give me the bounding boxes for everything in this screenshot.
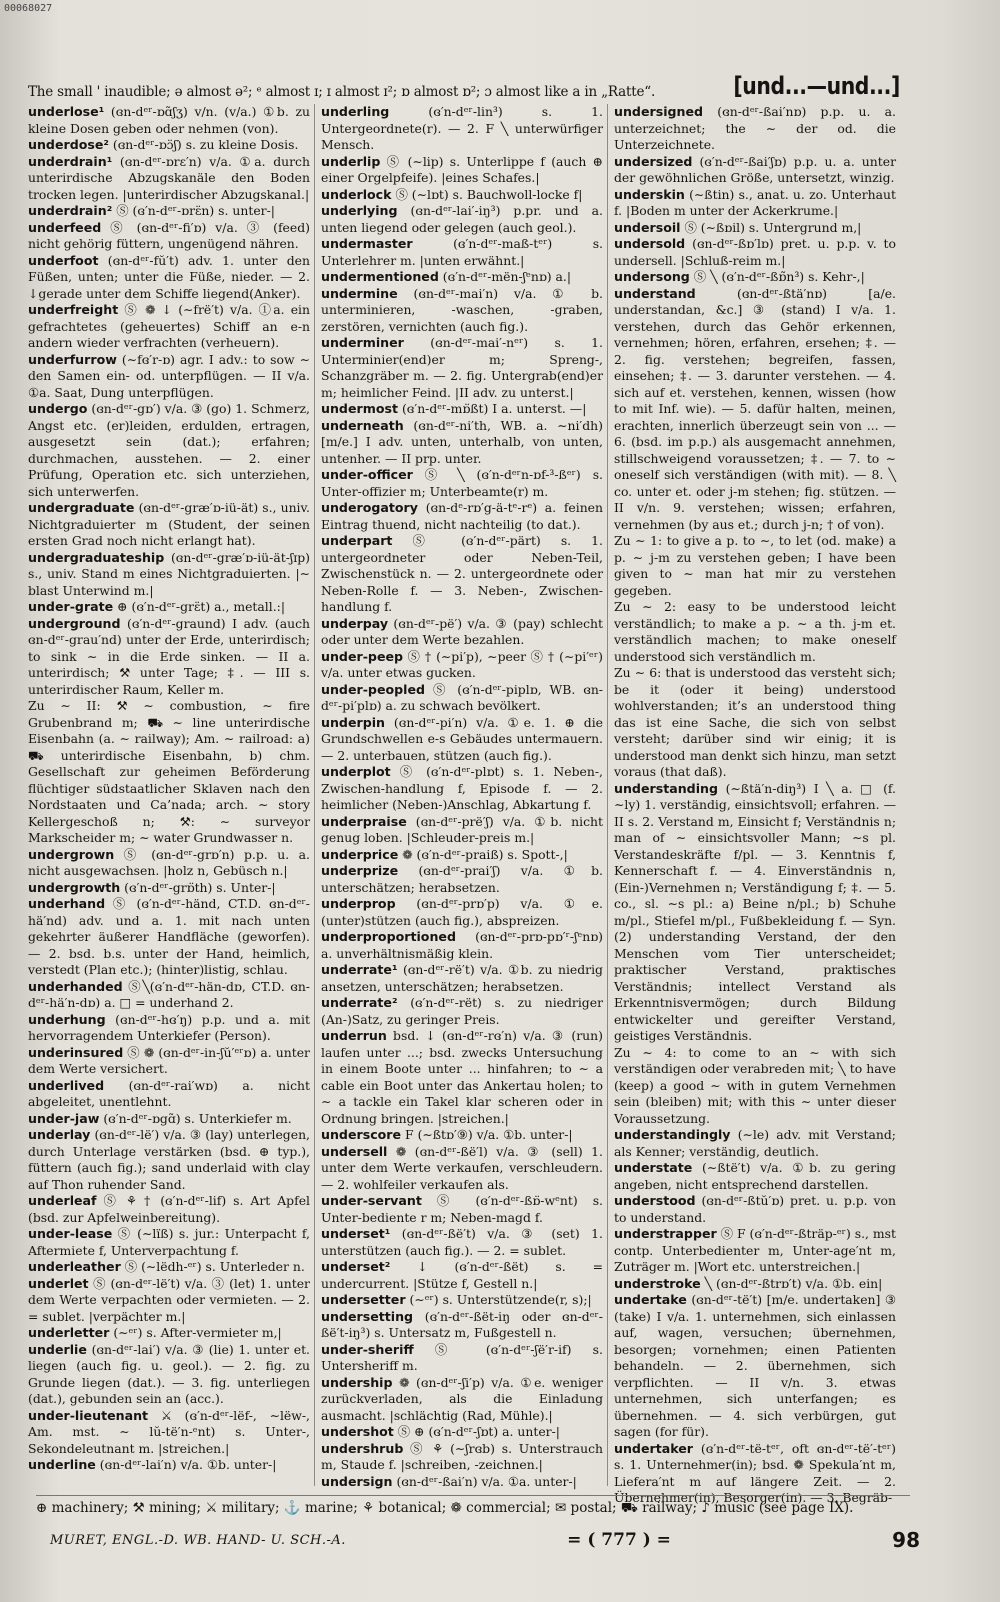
dictionary-entry: [28, 352, 310, 402]
entry-definition: (ɞ′n-dᵉʳ-graund) I adv. (auch ɞn-dᵉʳ-grau′nd) unter der Erde, unterirdisch; to sink ∼ in die Erde sinken. — II a. unterirdisch; ⚒ unter Tage; ‡. — III s. unterirdischer Raum, Keller m.: [28, 615, 310, 697]
dictionary-entry: [321, 533, 603, 616]
entry-definition: (ɞ′n-dᵉʳ-ɒgɑ̃) s. Unterkiefer m.: [103, 1110, 292, 1126]
entry-definition: Ⓢ (ɞ′n-dᵉʳ-händ, CT.D. ɞn-dᵉʳ-hä′nd) adv. und a. 1. mit nach unten gekehrter äußerer Handfläche (geworfen). — 2. bsd. b.s. unter der Hand, heimlich, verstedt (Plan etc.); (hinter)listig, schlau.: [28, 896, 310, 977]
entry-definition: Ⓢ (ɞ′n-dᵉʳ-plɒt) s. 1. Neben-, Zwischen-handlung f, Episode f. — 2. heimlicher (Neben-)Anschlag, Abkartung f.: [321, 764, 603, 812]
entry-definition: Ⓢ (∼lëdh-ᵉʳ) s. Unterleder n.: [124, 1259, 305, 1274]
dictionary-entry: [28, 847, 310, 880]
entry-definition: ╲ (ɞn-dᵉʳ-ßtrɒ′t) v/a. ①b. ein|: [704, 1275, 883, 1291]
entry-definition: Ⓢ (∼ßɒil) s. Untergrund m,|: [684, 219, 862, 235]
entry-headword: undership: [321, 1374, 393, 1390]
entry-definition: (ɞn-dᵉʳ-lai′-iŋ³) p.pr. und a. unten liegend oder gelegen (auch geol.).: [321, 203, 603, 235]
entry-definition: (ɞn-dᵉʳ-ßtŭ′ɒ) pret. u. p.p. von to understand.: [614, 1193, 896, 1225]
entry-headword: under-grate: [28, 599, 114, 614]
entry-headword: underlock: [321, 186, 392, 202]
dictionary-entry: [321, 682, 603, 715]
entry-headword: underpay: [321, 615, 389, 631]
entry-headword: undergrowth: [28, 879, 121, 895]
entry-definition: Ⓢ (∼lɒt) s. Bauchwoll-locke f|: [395, 186, 583, 202]
entry-headword: undertake: [614, 1292, 687, 1307]
dictionary-entry: [321, 814, 603, 847]
dictionary-entry: [28, 1342, 310, 1408]
entry-definition: (ɞn-dᵉʳ-pë′) v/a. ③ (pay) schlecht oder unter dem Werte bezahlen.: [321, 615, 603, 647]
dictionary-entry: [28, 154, 310, 204]
entry-headword: understood: [614, 1193, 696, 1208]
entry-definition: bsd. ↓ (ɞn-dᵉʳ-rɞ′n) v/a. ③ (run) laufen unter ...; bsd. zwecks Untersuchung in einem Boote unter ... hinfahren; to ∼ a cable ein Boot unter das Ankertau holen; to ∼ a tackle ein Takel klar scheren oder in Ordnung bringen. |streichen.|: [321, 1028, 603, 1126]
dictionary-entry: [321, 847, 603, 864]
entry-definition: Ⓢ † (∼pi′p), ∼peer Ⓢ † (∼pi′ᵉʳ) v/a. unter etwas gucken.: [321, 648, 603, 680]
entry-definition: (∼ßtin) s., anat. u. zo. Unterhaut f. |Boden m unter der Ackerkrume.|: [614, 186, 896, 218]
dictionary-entry: [28, 500, 310, 550]
dictionary-entry: [321, 1028, 603, 1127]
entry-headword: underproportioned: [321, 929, 456, 944]
dictionary-entry: [28, 137, 310, 154]
dictionary-entry: [321, 467, 603, 500]
entry-headword: underling: [321, 104, 390, 119]
entry-definition: (ɞ′n-dᵉʳ-mɒ̈ßt) I a. unterst. —|: [401, 401, 587, 416]
entry-headword: under-lease: [28, 1226, 113, 1241]
entry-definition: Ⓢ ╲ (ɞ′n-dᵉʳn-ɒf-³-ßᵉʳ) s. Unter-offizier m; Unterbeamte(r) m.: [321, 467, 603, 499]
entry-definition: (ɞn-dᵉʳ-fŭ′t) adv. 1. unter den Füßen, unten; unter die Füße, nieder. — 2. ↓gerade unter dem Schiffe liegend(Anker).: [28, 252, 310, 301]
dictionary-entry: [28, 1259, 310, 1276]
dictionary-entry: [28, 1078, 310, 1111]
entry-definition: (ɞn-dᵉʳ-ɒɑ̃ʃʒ) v/n. (v/a.) ①b. zu kleine Dosen geben oder nehmen (von).: [28, 104, 310, 136]
entry-headword: underprice: [321, 846, 399, 862]
column-right: [614, 104, 900, 1505]
entry-headword: undersigned: [614, 104, 704, 119]
dictionary-entry: [614, 269, 896, 286]
entry-definition: (ɞ′n-dᵉʳ-ßët-iŋ oder ɞn-dᵉʳ-ßë′t-iŋ³) s. Untersatz m, Fußgestell n.: [321, 1308, 603, 1340]
dictionary-entry: [28, 1457, 310, 1474]
entry-headword: understandingly: [614, 1127, 731, 1142]
dictionary-entry: [614, 220, 896, 237]
entry-definition: Ⓢ ❁ ↓ (∼frë′t) v/a. ①a. ein gefrachtetes (geheuertes) Schiff an e-n andern wieder verfrachten (verheuern).: [28, 302, 310, 350]
entry-definition: Zu ∼ 1: to give a p. to ∼, to let (od. make) a p. ∼ j-m zu verstehen geben; I have been given to ∼ man hat mir zu verstehen gegeben.: [614, 533, 896, 598]
dictionary-entry: [614, 154, 896, 187]
entry-headword: underpraise: [321, 813, 407, 829]
dictionary-entry: [28, 896, 310, 979]
entry-definition: Ⓢ ╲ (ɞ′n-dᵉʳ-ßɒ̃n³) s. Kehr-,|: [693, 269, 865, 284]
dictionary-entry: [614, 1160, 896, 1193]
entry-definition: Ⓢ (ɞ′n-dᵉʳ-ʃë′r-if) s. Untersheriff m.: [321, 1341, 603, 1373]
entry-headword: underprop: [321, 896, 396, 911]
dictionary-entry: [321, 203, 603, 236]
entry-definition: (ɞn-dᵉʳ-ßai′n) v/a. ①a. unter-|: [396, 1473, 577, 1489]
entry-headword: underline: [28, 1457, 96, 1472]
dictionary-entry: [321, 896, 603, 929]
dictionary-entry: [28, 253, 310, 303]
dictionary-entry: [28, 104, 310, 137]
entry-definition: (ɞn-dᵉʳ-pi′n) v/a. ①e. 1. ⊕ die Grundschwellen e-s Gebäudes untermauern. — 2. unterbauen, stützen (auch fig.).: [321, 714, 603, 763]
entry-definition: Ⓢ (ɞ′n-dᵉʳ-piplɒ, WB. ɞn-dᵉʳ-pi′plɒ) a. zu schwach bevölkert.: [321, 681, 603, 713]
entry-definition: (ɞn-dᵉʳ-rë′t) v/a. ①b. zu niedrig ansetzen, unterschätzen; herabsetzen.: [321, 962, 603, 994]
entry-headword: undermine: [321, 285, 398, 301]
dictionary-entry: [614, 1276, 896, 1293]
entry-headword: underlose¹: [28, 104, 105, 119]
entry-definition: ⊕ (ɞ′n-dᵉʳ-grɛ̈t) a., metall.:|: [117, 599, 286, 614]
dictionary-entry: [614, 286, 896, 534]
dictionary-entry: [321, 269, 603, 286]
entry-headword: underground: [28, 615, 121, 631]
dictionary-entry: [321, 1424, 603, 1441]
entry-definition: (ɞn-dᵉʳ-ßai′nɒ) p.p. u. a. unterzeichnet; the ∼ der od. die Unterzeichnete.: [614, 104, 896, 152]
entry-headword: underminer: [321, 335, 404, 350]
entry-definition: (ɞn-dᵉʳ-të′t) [m/e. undertaken] ③ (take) I v/a. 1. unternehmen, sich einlassen auf, wagen, versuchen; übernehmen, besorgen; vornehmen; einen Patienten behandeln. — 2. übernehmen, sich verpflichten. — II v/n. 3. etwas unternehmen, sich unterfangen; es übernehmen. — 4. sich verbürgen, gut sagen (for für).: [614, 1292, 896, 1439]
entry-headword: underset¹: [321, 1226, 391, 1241]
entry-headword: undersell: [321, 1143, 388, 1159]
dictionary-entry: [321, 401, 603, 418]
entry-headword: underskin: [614, 186, 685, 202]
entry-definition: (ɞ′n-dᵉʳ-lin³) s. 1. Untergeordnete(r). — 2. F ╲ unterwürfiger Mensch.: [321, 104, 603, 152]
dictionary-entry: [614, 1226, 896, 1276]
entry-definition: ↓ (ɞ′n-dᵉʳ-ßët) s. = undercurrent. |Stütze f, Gestell n.|: [321, 1259, 603, 1291]
entry-definition: Ⓢ F (ɞ′n-dᵉʳ-ßträp-ᵉʳ) s., mst contp. Unterbedienter m, Unter-age′nt m, Zuträger m. |Wort etc. unterstreichen.|: [614, 1226, 896, 1274]
dictionary-entry: [28, 1325, 310, 1342]
dictionary-entry: [614, 104, 896, 154]
entry-headword: understanding: [614, 780, 718, 796]
entry-definition: Zu ∼ 4: to come to an ∼ with sich verständigen oder verabreden mit; ╲ to have (keep) a good ∼ with in gutem Vernehmen sein (bleiben) mit; with this ∼ unter dieser Voraussetzung.: [614, 1044, 896, 1126]
entry-headword: underogatory: [321, 500, 418, 515]
entry-headword: underrate²: [321, 995, 398, 1010]
entry-definition: (ɞ′n-dᵉʳ-grɒ̈th) s. Unter-|: [124, 879, 276, 895]
entry-headword: underlie: [28, 1341, 87, 1357]
dictionary-entry: [321, 286, 603, 336]
entry-definition: (ɞn-dᵉʳ-ni′th, WB. a. ∼ni′dh) [m/e.] I adv. unten, unterhalb, von unten, untenher. — II prp. unter.: [321, 417, 603, 466]
entry-headword: underlay: [28, 1127, 91, 1142]
entry-headword: undermost: [321, 401, 398, 416]
entry-definition: (ɞn-dᵉʳ-ßtä′nɒ) [a/e. understandan, &c.] ③ (stand) I v/a. 1. verstehen, durch das Gehör erkennen, vernehmen; hören, erfahren, ersehen; ‡. — 2. fig. verstehen; begreifen, fassen, einsehen; ‡. — 3. darunter verstehen. — 4. sich auf et. verstehen, kennen, wissen (how to mit Inf. wie). — 5. dafür halten, meinen, erachten, innerlich überzeugt sein von ... — 6. (bsd. im p.p.) als ausgemacht annehmen, stillschweigend voraussetzen; ‡. — 7. to ∼ oneself sich verständigen (with mit). — 8. ╲ co. unter et. oder j-m stehen; fig. stützen. — II v/n. 9. verstehen; wissen; erfahren, vernehmen (by aus et.; durch j-n; † of von).: [614, 285, 896, 532]
entry-definition: Ⓢ (ɞn-dᵉʳ-fi′ɒ) v/a. ③ (feed) nicht gehörig füttern, ungenügend nähren.: [28, 219, 310, 251]
entry-headword: underlying: [321, 203, 398, 218]
dictionary-entry: [28, 979, 310, 1012]
entry-definition: (ɞn-dᵉʳ-ɒɔ̈ʃ) s. zu kleine Dosis.: [112, 137, 299, 152]
entry-definition: (∼fɞ′r-ɒ) agr. I adv.: to sow ∼ den Samen ein- od. unterpflügen. — II v/a. ①a. Saat, Dung unterpflügen.: [28, 351, 310, 400]
entry-definition: (ɞn-dᵉʳ-lai′) v/a. ③ (lie) 1. unter et. liegen (auch fig. u. geol.). — 2. fig. zu Grunde liegen (dat.). — 3. fig. unterliegen (dat.), gebunden sein an (acc.).: [28, 1341, 310, 1406]
entry-headword: underrun: [321, 1028, 387, 1043]
entry-headword: understroke: [614, 1275, 701, 1291]
entry-headword: underlet: [28, 1275, 89, 1291]
dictionary-entry: [614, 599, 896, 665]
entry-definition: (ɞ′n-dᵉʳ-ßai′ʃɒ) p.p. u. a. unter der gewöhnlichen Größe, untersetzt, winzig.: [614, 153, 896, 185]
entry-headword: underlip: [321, 153, 381, 169]
entry-definition: Zu ∼ 2: easy to be understood leicht verständlich; to make a p. ∼ a th. j-m et. verständlich machen; to make oneself understood sich verständlich m.: [614, 599, 896, 664]
entry-headword: undertaker: [614, 1440, 694, 1456]
entry-headword: undergraduateship: [28, 549, 165, 565]
entry-headword: underfreight: [28, 302, 119, 317]
entry-definition: (ɞn-dᵉʳ-prai′ʃ) v/a. ①b. unterschätzen; herabsetzen.: [321, 863, 603, 895]
entry-headword: under-jaw: [28, 1110, 100, 1126]
page-number: 98: [892, 1528, 920, 1552]
entry-definition: (ɞn-dᵉʳ-mai′n) v/a. ① b. unterminieren, -waschen, -graben, zerstören, vernichten (auch fig.).: [321, 285, 603, 334]
entry-definition: Zu ∼ II: ⚒ ∼ combustion, ∼ fire Grubenbrand m; ⛟ ∼ line unterirdische Eisenbahn (a. ∼ railway); Am. ∼ railroad: a) ⛟ unterirdische Eisenbahn, b) chm. Gesellschaft zur geheimen Beförderung flüchtiger südstaatlicher Sklaven nach den Nordstaaten und Ca’nada; arch. ∼ story Kellergeschoß n; ⚒: ∼ surveyor Markscheider m; ∼ water Grundwasser n.: [28, 698, 310, 845]
entry-definition: Ⓢ ⚘ (∼ʃrɞb) s. Unterstrauch m, Staude f. |schreiben, -zeichnen.|: [321, 1440, 603, 1472]
scan-id: 00068027: [4, 3, 53, 14]
entry-definition: (∼ßtä′n-diŋ³) I ╲ a. □ (f. ∼ly) 1. verständig, einsichtsvoll; erfahren. — II s. 2. Verstand m, Einsicht f; Verständnis n; man of ∼ einsichtsvoller Mann; ∼s pl. Verstandeskräfte f/pl. — 3. Kenntnis f, Kennerschaft f. — 4. Einverständnis n, (Ein-)Vernehmen n; Verständigung f; ‡. — 5. co., sl. ∼s pl.: a) Beine n/pl.; b) Schuhe m/pl., Stiefel m/pl., Fußbekleidung f. — Syn. (2) understanding Verstand, der den Menschen vom Tier unterscheidet; praktischer Verstand, praktisches Verständnis; intellect Verstand als Erkenntnisvermögen; durch Bildung entwickelter und gereifter Verstand, geistiges Verständnis.: [614, 780, 896, 1043]
entry-headword: underplot: [321, 764, 391, 779]
entry-headword: undersoil: [614, 219, 681, 235]
dictionary-entry: [28, 1276, 310, 1326]
dictionary-entry: [321, 1259, 603, 1292]
entry-headword: underrate¹: [321, 962, 398, 977]
dictionary-entry: [321, 863, 603, 896]
entry-headword: understate: [614, 1160, 693, 1175]
column-middle: [321, 104, 608, 1489]
entry-headword: undermaster: [321, 236, 413, 251]
dictionary-entry: [28, 616, 310, 699]
entry-headword: undergrown: [28, 846, 115, 862]
dictionary-entry: [614, 781, 896, 1045]
entry-definition: (ɞn-dᵉ-rɒ′g-ä-tᵉ-rᵉ) a. feinen Eintrag thuend, nicht nachteilig (to dat.).: [321, 500, 603, 532]
dictionary-entry: [321, 616, 603, 649]
entry-definition: Ⓢ (ɞ′n-dᵉʳ-ɒrɛ̈n) s. unter-|: [116, 203, 275, 218]
entry-definition: (∼le) adv. mit Verstand; als Kenner; verständig, deutlich.: [614, 1127, 896, 1159]
entry-definition: ❁ (ɞn-dᵉʳ-ʃi′p) v/a. ①e. weniger zurückverladen, als die Einladung ausmacht. |schlächtig (Rad, Mühle).|: [321, 1374, 603, 1423]
entry-definition: (ɞ′n-dᵉʳ-mën-ʃᵉnɒ) a.|: [442, 269, 572, 284]
entry-definition: (ɞn-dᵉʳ-rai′wɒ) a. nicht abgeleitet, unentlehnt.: [28, 1077, 310, 1109]
entry-definition: (ɞn-dᵉʳ-lai′n) v/a. ①b. unter-|: [99, 1457, 277, 1472]
entry-definition: (∼ᵉʳ) s. After-vermieter m,|: [113, 1325, 282, 1340]
pronunciation-legend: The small ' inaudible; ə almost ə²; ᵉ almost ɪ; ɪ almost ɪ²; ɒ almost ɒ²; ɔ almost like a in „Ratte“.: [28, 84, 656, 100]
entry-headword: underdrain²: [28, 203, 113, 218]
dictionary-entry: [321, 1441, 603, 1474]
dictionary-entry: [614, 187, 896, 220]
dictionary-entry: [614, 1292, 896, 1441]
entry-definition: (ɞ′n-dᵉʳ-të-tᵉʳ, oft ɞn-dᵉʳ-të′-tᵉʳ) s. 1. Unternehmer(in); bsd. ❁ Spekula′nt m, Liefera′nt m auf längere Zeit. — 2. Übernehmer(in), Besorger(in). — 3. Begräb-: [614, 1440, 896, 1505]
entry-definition: (∼ßtë′t) v/a. ①b. zu gering angeben, nicht entsprechend darstellen.: [614, 1160, 896, 1192]
entry-headword: under-lieutenant: [28, 1407, 149, 1423]
entry-definition: (ɞn-dᵉʳ-gɒ′) v/a. ③ (go) 1. Schmerz, Angst etc. (er)leiden, erdulden, ertragen, ausgesetzt sein (dat.); erfahren; durchmachen, ausstehen. — 2. einer Prüfung, Operation etc. sich unterziehen, sich unterwerfen.: [28, 401, 310, 499]
dictionary-entry: [614, 533, 896, 599]
dictionary-entry: [28, 599, 310, 616]
entry-headword: under-sheriff: [321, 1341, 414, 1357]
entry-headword: underprize: [321, 863, 399, 878]
entry-headword: under-peep: [321, 648, 404, 664]
dictionary-entry: [321, 962, 603, 995]
entry-definition: (ɞn-dᵉʳ-prë′ʃ) v/a. ①b. nicht genug loben. |Schleuder-preis m.|: [321, 813, 603, 845]
dictionary-entry: [28, 1127, 310, 1193]
entry-headword: underset²: [321, 1259, 391, 1274]
entry-definition: Ⓢ (ɞn-dᵉʳ-lë′t) v/a. ③ (let) 1. unter dem Werte verpachten oder vermieten. — 2. = sublet. |verpächter m.|: [28, 1275, 310, 1324]
entry-headword: understand: [614, 285, 696, 301]
dictionary-entry: [321, 236, 603, 269]
dictionary-entry: [28, 550, 310, 600]
page-header: [28, 66, 900, 100]
dictionary-entry: [321, 1474, 603, 1491]
entry-columns: [28, 104, 900, 1505]
dictionary-entry: [614, 1045, 896, 1128]
entry-definition: (ɞn-dᵉʳ-ßɒ′lɒ) pret. u. p.p. v. to undersell. |Schluß-reim m.|: [614, 236, 896, 268]
entry-headword: underinsured: [28, 1044, 124, 1060]
dictionary-entry: [321, 1144, 603, 1194]
entry-headword: undersign: [321, 1473, 393, 1489]
entry-definition: (ɞn-dᵉʳ-mai′-nᵉʳ) s. 1. Unterminier(end)er m; Spreng-, Schanzgräber m. — 2. fig. Untergrab(end)er m; heimlicher Feind. |II adv. zu unterst.|: [321, 335, 603, 400]
footer-center-page: = ( 777 ) =: [567, 1530, 671, 1550]
dictionary-entry: [321, 649, 603, 682]
entry-definition: (ɞ′n-dᵉʳ-maß-tᵉʳ) s. Unterlehrer m. |unten erwähnt.|: [321, 236, 603, 268]
dictionary-entry: [28, 1012, 310, 1045]
entry-definition: (ɞn-dᵉʳ-hɞ′ŋ) p.p. und a. mit hervorragendem Unterkiefer (Person).: [28, 1011, 310, 1043]
dictionary-entry: [28, 880, 310, 897]
entry-definition: Ⓢ (ɞ′n-dᵉʳ-ßɒ̈-wᵉnt) s. Unter-bediente r m; Neben-magd f.: [321, 1193, 603, 1225]
entry-headword: undergo: [28, 401, 88, 416]
dictionary-entry: [614, 665, 896, 781]
dictionary-entry: [321, 187, 603, 204]
entry-definition: Ⓢ (∼lïß) s. jur.: Unterpacht f, Aftermiete f, Unterverpachtung f.: [28, 1226, 310, 1258]
entry-headword: underfurrow: [28, 351, 117, 367]
dictionary-entry: [321, 764, 603, 814]
entry-headword: underfoot: [28, 252, 99, 268]
dictionary-entry: [28, 1193, 310, 1226]
entry-headword: under-servant: [321, 1193, 422, 1208]
entry-headword: underdose²: [28, 137, 109, 152]
guide-words: [und...—und...]: [733, 72, 900, 100]
entry-definition: (ɞn-dᵉʳ-lë′) v/a. ③ (lay) unterlegen, durch Unterlage verstärken (bsd. ⊕ typ.), füttern (auch fig.); sand underlaid with clay auf Thon ruhender Sand.: [28, 1127, 310, 1192]
entry-definition: ❁ (ɞ′n-dᵉʳ-praiß) s. Spott-,|: [402, 846, 568, 862]
entry-definition: Ⓢ (ɞn-dᵉʳ-grɒ′n) p.p. u. a. nicht ausgewachsen. |holz n, Gebüsch n.|: [28, 846, 310, 878]
entry-definition: (ɞn-dᵉʳ-prɒ-pɒ′ʳ-ʃᵉnɒ) a. unverhältnismäßig klein.: [321, 929, 603, 961]
entry-definition: Ⓢ ⚘ † (ɞ′n-dᵉʳ-lif) s. Art Apfel (bsd. zur Apfelweinbereitung).: [28, 1193, 310, 1225]
entry-definition: Ⓢ (∼lip) s. Unterlippe f (auch ⊕ einer Orgelpfeife). |eines Schafes.|: [321, 153, 603, 185]
dictionary-entry: [28, 1045, 310, 1078]
entry-definition: (∼ᵉʳ) s. Unterstützende(r, s);|: [409, 1292, 592, 1307]
entry-definition: F (∼ßtɒ′⑨) v/a. ①b. unter-|: [405, 1127, 573, 1142]
entry-headword: underscore: [321, 1127, 402, 1142]
entry-definition: Ⓢ ❁ (ɞn-dᵉʳ-in-ʃŭ′ᵉʳɒ) a. unter dem Werte versichert.: [28, 1044, 310, 1076]
entry-headword: under-peopled: [321, 681, 426, 697]
entry-headword: undersetter: [321, 1292, 406, 1307]
entry-definition: Ⓢ ⊕ (ɞ′n-dᵉʳ-ʃɒt) a. unter-|: [397, 1424, 560, 1439]
dictionary-entry: [28, 1226, 310, 1259]
entry-definition: Ⓢ╲(ɞ′n-dᵉʳ-hän-dɒ, CT.D. ɞn-dᵉʳ-hä′n-dɒ) a. □ = underhand 2.: [28, 978, 310, 1010]
dictionary-entry: [321, 500, 603, 533]
footer-source: MURET, ENGL.-D. WB. HAND- U. SCH.-A.: [50, 1532, 346, 1548]
symbol-legend: ⊕ machinery; ⚒ mining; ⚔ military; ⚓ marine; ⚘ botanical; ❁ commercial; ✉ postal; ⛟ railway; ♪ music (see page IX).: [36, 1495, 910, 1518]
dictionary-entry: [321, 154, 603, 187]
entry-headword: underpart: [321, 533, 393, 548]
dictionary-entry: [321, 1226, 603, 1259]
dictionary-entry: [614, 1193, 896, 1226]
entry-definition: ⚔ (ɞ′n-dᵉʳ-lëf-, ∼lëw-, Am. mst. ∼ lŭ-të′n-ᵉnt) s. Unter-, Sekondeleutnant m. |streichen.|: [28, 1407, 310, 1456]
dictionary-entry: [28, 698, 310, 847]
entry-headword: undersong: [614, 269, 690, 284]
dictionary-entry: [28, 203, 310, 220]
entry-headword: underletter: [28, 1325, 110, 1340]
entry-headword: underleather: [28, 1259, 121, 1274]
dictionary-entry: [321, 1193, 603, 1226]
entry-headword: understrapper: [614, 1226, 717, 1241]
entry-definition: (ɞn-dᵉʳ-prɒ′p) v/a. ①e. (unter)stützen (auch fig.), abspreizen.: [321, 896, 603, 928]
dictionary-entry: [321, 335, 603, 401]
dictionary-entry: [321, 1309, 603, 1342]
entry-headword: undersetting: [321, 1308, 414, 1324]
entry-headword: underhand: [28, 896, 106, 911]
dictionary-entry: [321, 929, 603, 962]
dictionary-entry: [614, 236, 896, 269]
dictionary-entry: [28, 401, 310, 500]
entry-headword: underhanded: [28, 978, 123, 994]
entry-definition: (ɞn-dᵉʳ-græ′ɒ-iü-ät) s., univ. Nichtgraduierter m (Student, der seinen ersten Grad noch nicht erlangt hat).: [28, 500, 310, 548]
dictionary-entry: [28, 220, 310, 253]
entry-headword: underdrain¹: [28, 153, 113, 169]
entry-definition: Ⓢ (ɞ′n-dᵉʳ-pärt) s. 1. untergeordneter oder Neben-Teil, Zwischenstück n. — 2. untergeordnete oder Neben-Rolle f. — 3. Neben-, Zwischen-handlung f.: [321, 533, 603, 614]
dictionary-entry: [321, 418, 603, 468]
entry-headword: undersold: [614, 236, 686, 251]
entry-definition: ❁ (ɞn-dᵉʳ-ßë′l) v/a. ③ (sell) 1. unter dem Werte verkaufen, verschleudern. — 2. wohlfeiler verkaufen als.: [321, 1143, 603, 1192]
dictionary-entry: [321, 995, 603, 1028]
dictionary-entry: [614, 1127, 896, 1160]
entry-headword: underpin: [321, 714, 385, 730]
entry-headword: undershot: [321, 1424, 394, 1439]
entry-headword: underfeed: [28, 219, 102, 235]
dictionary-entry: [321, 1292, 603, 1309]
entry-definition: Zu ∼ 6: that is understood das versteht sich; be it (oder it being) understood wohlverstanden; it’s an understood thing das ist eine Sache, die sich von selbst versteht; darüber sind wir einig; it is understood man denkt sich hinzu, man setzt voraus (that daß).: [614, 665, 896, 779]
dictionary-entry: [321, 104, 603, 154]
dictionary-entry: [321, 1127, 603, 1144]
entry-definition: (ɞ′n-dᵉʳ-rët) s. zu niedriger (An-)Satz, zu geringer Preis.: [321, 995, 603, 1027]
entry-headword: underleaf: [28, 1193, 97, 1208]
entry-headword: underneath: [321, 417, 404, 433]
dictionary-entry: [28, 302, 310, 352]
dictionary-entry: [28, 1408, 310, 1458]
dictionary-entry: [321, 1375, 603, 1425]
entry-definition: (ɞn-dᵉʳ-ßë′t) v/a. ③ (set) 1. unterstützen (auch fig.). — 2. = sublet.: [321, 1226, 603, 1258]
dictionary-entry: [321, 715, 603, 765]
entry-headword: underlived: [28, 1077, 105, 1093]
entry-headword: under-officer: [321, 467, 413, 482]
entry-definition: (ɞn-dᵉʳ-græ′ɒ-iü-ät-ʃɪp) s., univ. Stand m eines Nichtgraduierten. |∼ blast Unterwind m.|: [28, 549, 310, 598]
dictionary-entry: [321, 1342, 603, 1375]
entry-headword: undersized: [614, 153, 693, 169]
entry-headword: underhung: [28, 1011, 106, 1027]
entry-headword: undershrub: [321, 1440, 404, 1456]
entry-headword: undermentioned: [321, 269, 439, 284]
page-footer: [50, 1525, 920, 1555]
entry-headword: undergraduate: [28, 500, 135, 515]
column-left: [28, 104, 315, 1486]
dictionary-entry: [28, 1111, 310, 1128]
entry-definition: (ɞn-dᵉʳ-ɒrɛ′n) v/a. ①a. durch unterirdische Abzugskanäle den Boden trocken legen. |unterirdischer Abzugskanal.|: [28, 153, 310, 202]
